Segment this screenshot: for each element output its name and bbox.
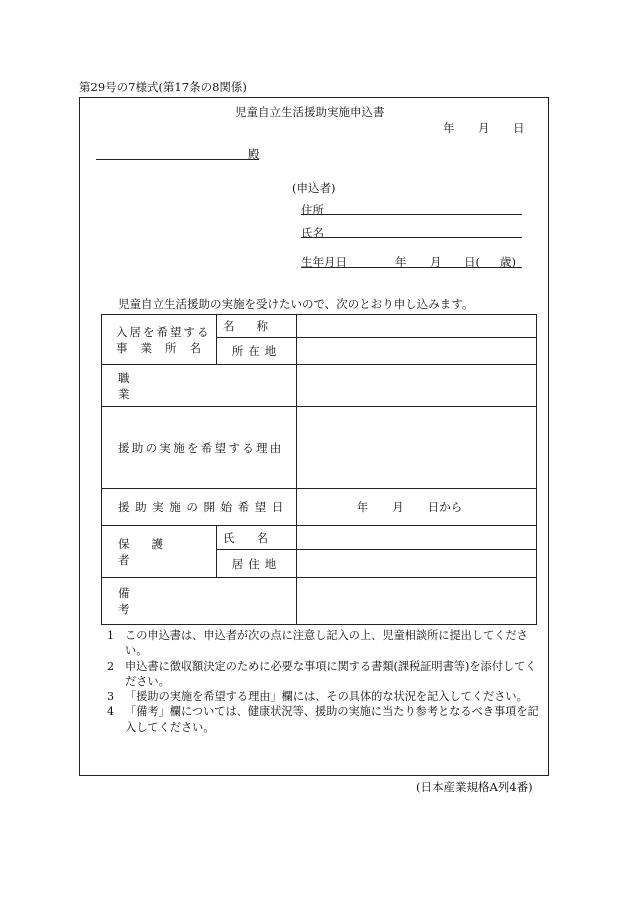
- remarks-label-cell: [102, 578, 297, 625]
- note-text: この申込書は、申込者が次の点に注意し記入の上、児童相談所に提出してください。: [125, 629, 528, 658]
- note-item: [107, 659, 547, 690]
- name-line[interactable]: [301, 237, 522, 238]
- note-number: 1: [107, 629, 115, 642]
- birthdate-label: 生年月日: [301, 255, 347, 269]
- start-date-month: 月: [392, 500, 404, 514]
- start-date-from: 日から: [427, 500, 463, 514]
- guardian-label-cell: [102, 526, 217, 578]
- notes-list: [107, 628, 547, 735]
- note-item: [107, 689, 547, 704]
- facility-address-label: 所在地: [217, 338, 297, 365]
- start-date-label-cell: [102, 489, 297, 526]
- date-day[interactable]: 日: [513, 121, 525, 135]
- occupation-input[interactable]: [297, 365, 537, 407]
- form-number: 第29号の7様式(第17条の8関係): [79, 80, 247, 94]
- note-text: 申込書に徴収額決定のために必要な事項に関する書類(課税証明書等)を添付してください。: [125, 659, 537, 688]
- intro-text: 児童自立生活援助の実施を受けたいので、次のとおり申し込みます。: [118, 297, 474, 311]
- birthdate-line[interactable]: [301, 267, 522, 268]
- addressee-line[interactable]: [96, 159, 259, 160]
- date-month[interactable]: 月: [478, 121, 490, 135]
- address-label: 住所: [301, 203, 324, 217]
- birth-day: 日(: [464, 255, 480, 269]
- reason-label-cell: [102, 407, 297, 489]
- remarks-label: 備考: [118, 586, 256, 616]
- note-number: 4: [107, 705, 115, 719]
- name-label: 氏名: [301, 226, 324, 240]
- facility-name-label: 名称: [217, 315, 297, 338]
- facility-label-cell: [102, 315, 217, 365]
- birth-month: 月: [430, 255, 442, 269]
- start-date-year: 年: [356, 500, 369, 514]
- paper-size-footer: (日本産業規格A列4番): [416, 780, 533, 794]
- occupation-label: 職業: [118, 370, 253, 401]
- address-line[interactable]: [301, 214, 522, 215]
- note-item: [107, 704, 547, 735]
- note-number: 2: [107, 659, 115, 673]
- facility-label-line2: 事業所名: [116, 340, 214, 355]
- start-date-label: 援助実施の開始希望日: [118, 500, 289, 514]
- addressee-suffix: 殿: [248, 147, 260, 161]
- occupation-label-cell: [102, 365, 297, 407]
- facility-address-input[interactable]: [297, 338, 537, 365]
- note-number: 3: [107, 690, 115, 704]
- birth-year: 年: [395, 255, 407, 269]
- start-date-input[interactable]: [297, 489, 537, 526]
- guardian-label: 保護者: [118, 536, 185, 567]
- note-text: 「援助の実施を希望する理由」欄には、その具体的な状況を記入してください。: [125, 690, 528, 704]
- note-item: [107, 628, 547, 659]
- note-text: 「備考」欄については、健康状況等、援助の実施に当たり参考となるべき事項を記入してください。: [125, 705, 539, 734]
- guardian-name-label: 氏名: [217, 526, 297, 550]
- application-table: [101, 314, 537, 625]
- guardian-name-input[interactable]: [297, 526, 537, 550]
- remarks-input[interactable]: [297, 578, 537, 625]
- facility-name-input[interactable]: [297, 315, 537, 338]
- facility-label-line1: 入居を希望する: [116, 324, 211, 339]
- form-title: 児童自立生活援助実施申込書: [235, 105, 385, 119]
- applicant-heading: (申込者): [292, 181, 336, 195]
- guardian-address-input[interactable]: [297, 550, 537, 578]
- age-suffix: 歳): [500, 255, 516, 269]
- guardian-address-label: 居住地: [217, 550, 297, 578]
- reason-input[interactable]: [297, 407, 537, 489]
- reason-label: 援助の実施を希望する理由: [118, 440, 284, 455]
- date-year[interactable]: 年: [443, 121, 455, 135]
